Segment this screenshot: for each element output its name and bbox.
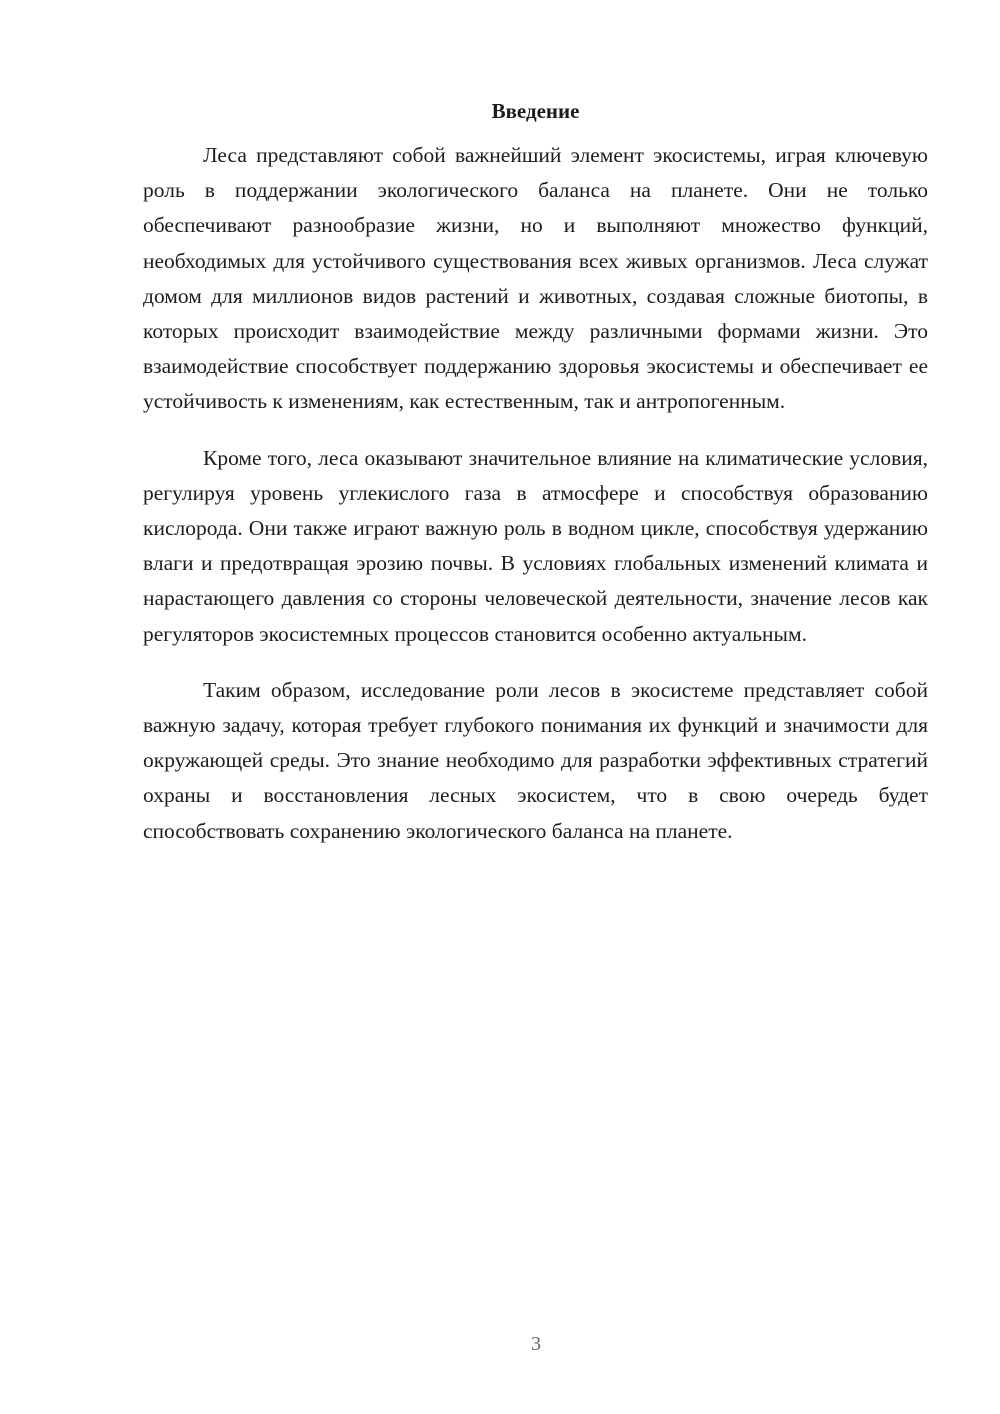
paragraph-3: Таким образом, исследование роли лесов в экосистеме представляет собой важную задачу, которая требует глубокого понимания их функций и значимости для окружающей среды. Это знание необходимо для разработки эффективных стратегий охраны и восстановления лесных экосистем, что в свою очередь будет способствовать сохранению экологического баланса на планете. [143,677,928,843]
section-heading: Введение [491,99,580,123]
paragraph-2: Кроме того, леса оказывают значительное влияние на климатические условия, регулируя уровень углекислого газа в атмосфере и способствуя образованию кислорода. Они также играют важную роль в водном цикле, способствуя удержанию влаги и предотвращая эрозию почвы. В условиях глобальных изменений климата и нарастающего давления со стороны человеческой деятельности, значение лесов как регуляторов экосистемных процессов становится особенно актуальным. [143,445,928,646]
page-content [143,96,928,870]
page-number: 3 [531,1333,541,1355]
paragraph-1: Леса представляют собой важнейший элемент экосистемы, играя ключевую роль в поддержании экологического баланса на планете. Они не только обеспечивают разнообразие жизни, но и выполняют множество функций, необходимых для устойчивого существования всех живых организмов. Леса служат домом для миллионов видов растений и животных, создавая сложные биотопы, в которых происходит взаимодействие между различными формами жизни. Это взаимодействие способствует поддержанию здоровья экосистемы и обеспечивает ее устойчивость к изменениям, как естественным, так и антропогенным. [143,143,928,414]
